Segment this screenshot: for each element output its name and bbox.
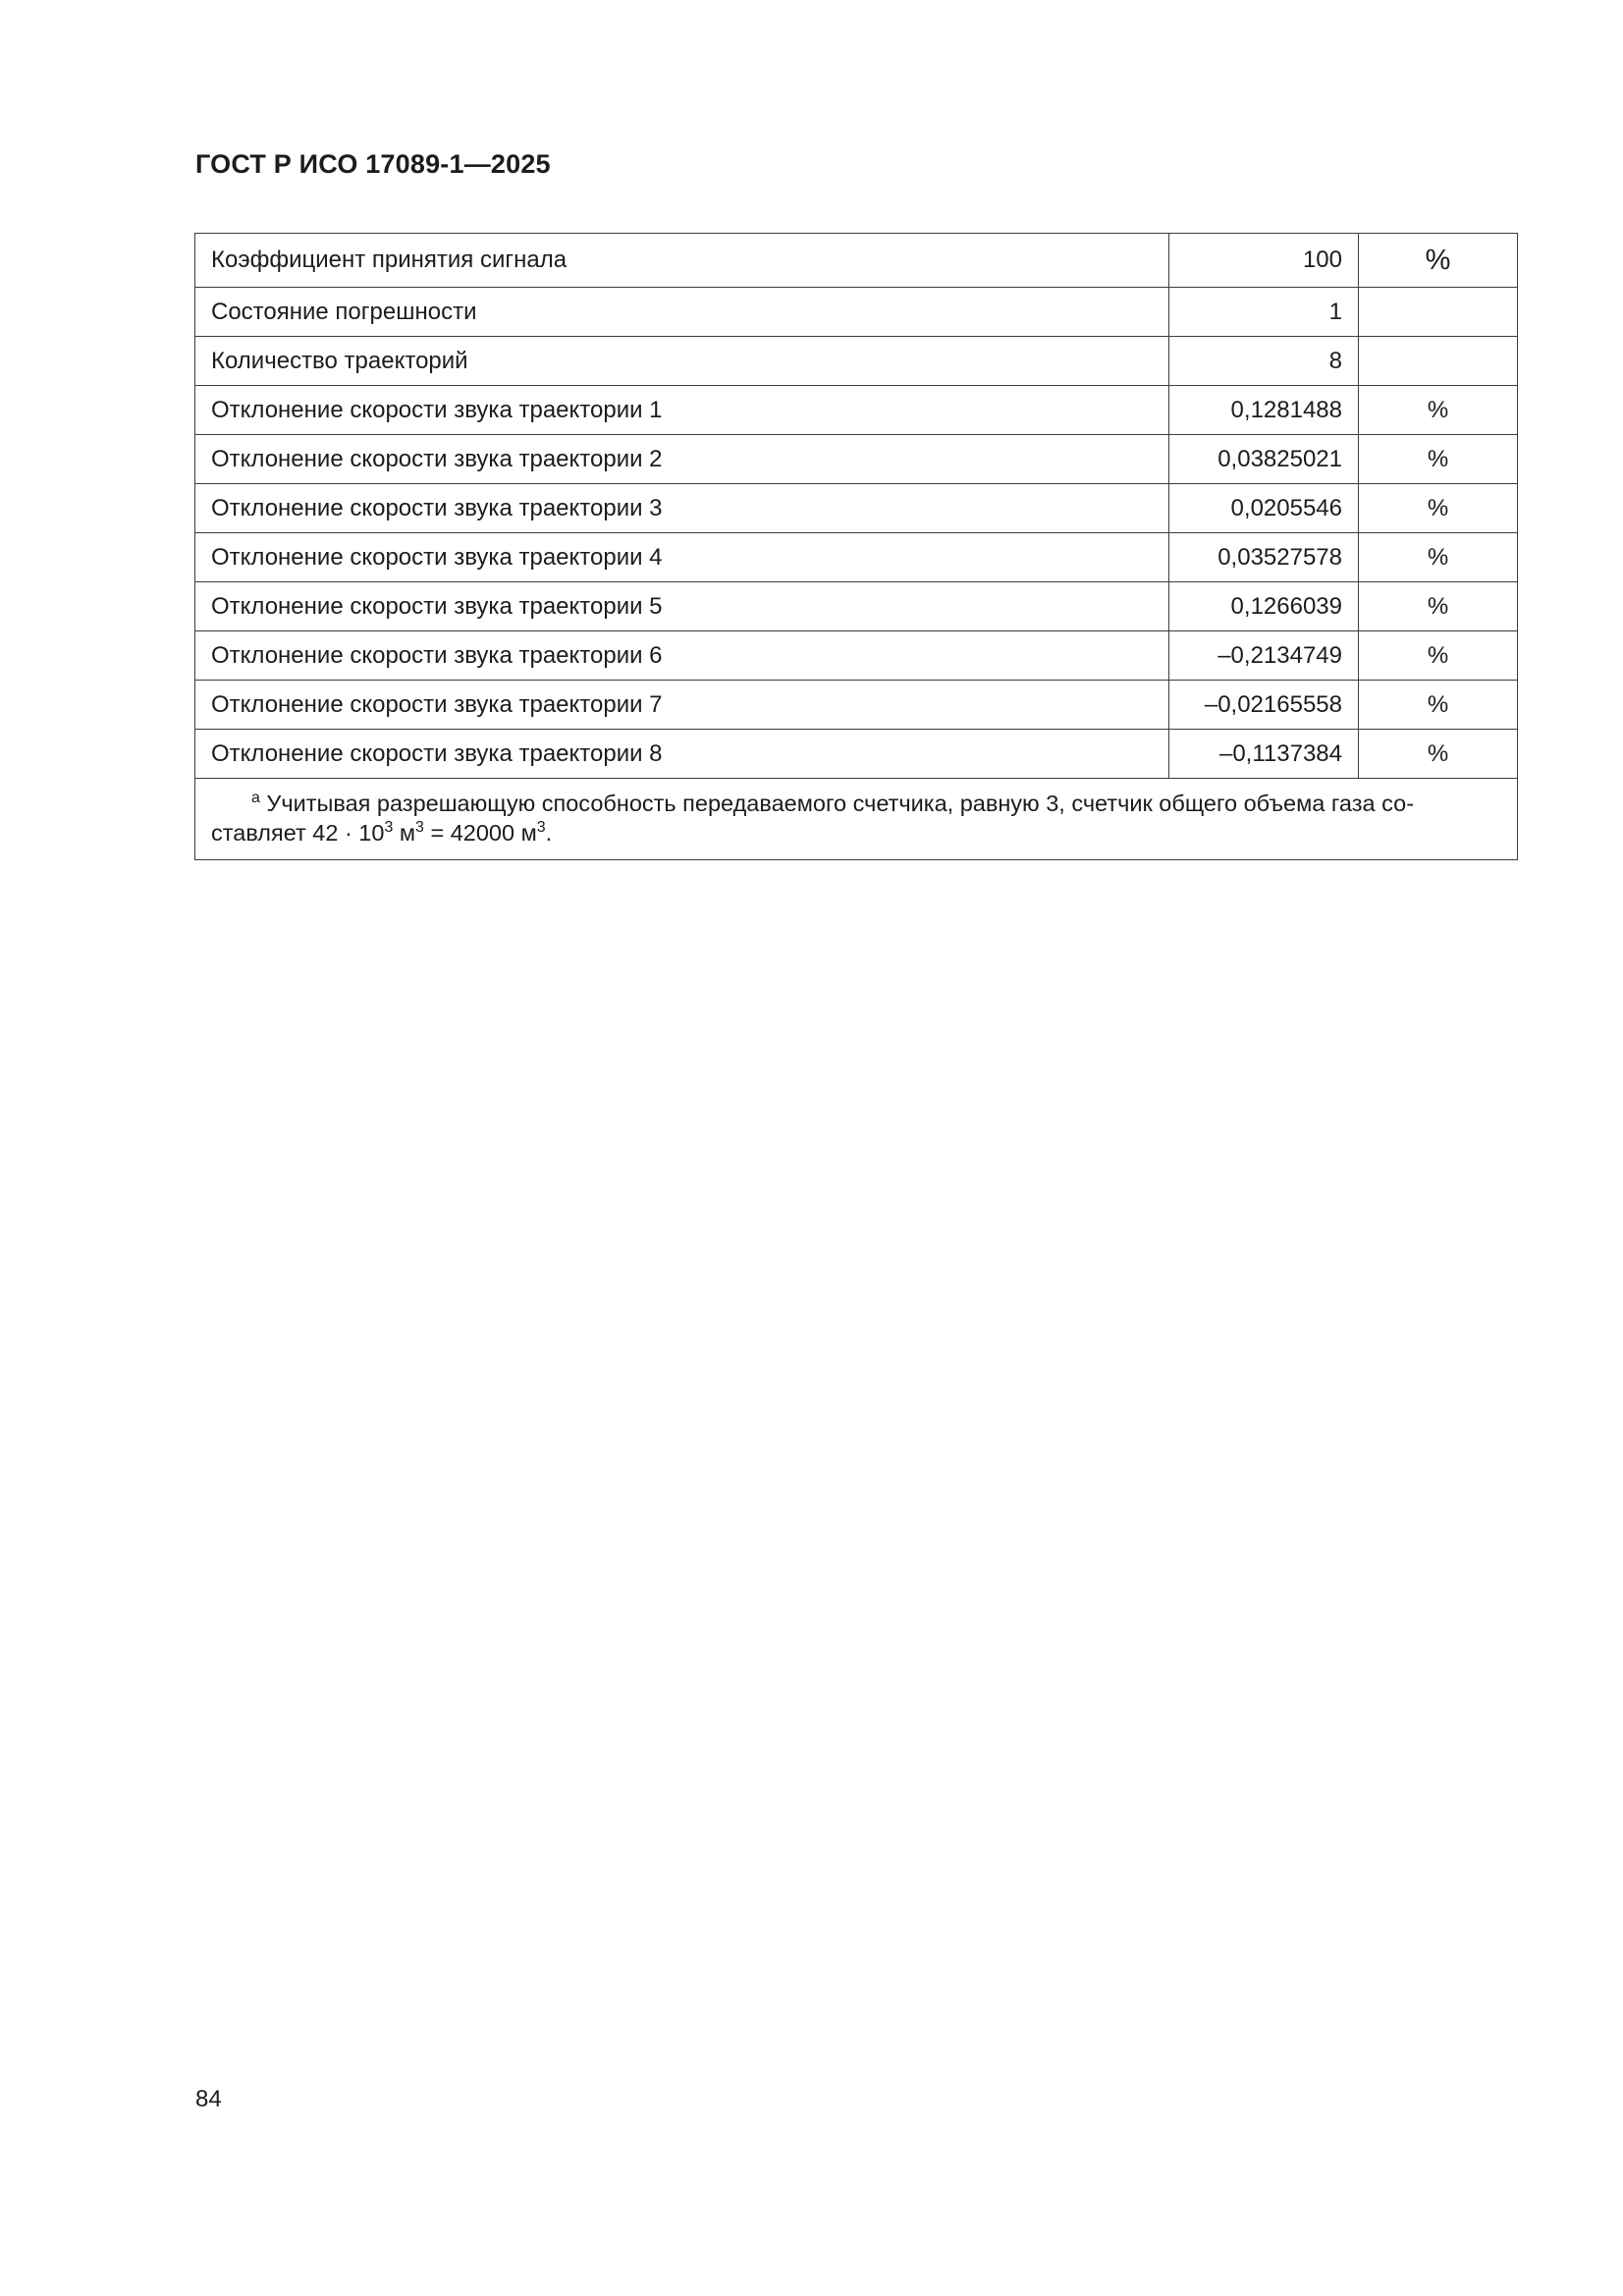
- table-row: [195, 730, 1518, 779]
- table-row: [195, 435, 1518, 484]
- parameter-value-cell: 8: [1169, 337, 1359, 386]
- footnote-text-part: .: [545, 820, 553, 846]
- parameter-unit-cell: %: [1359, 484, 1518, 533]
- footnote-text-part: м: [393, 820, 416, 846]
- footnote-line-2: [211, 818, 1503, 847]
- parameter-value-cell: 0,1281488: [1169, 386, 1359, 435]
- document-title: ГОСТ Р ИСО 17089-1—2025: [195, 149, 551, 179]
- parameter-name-cell: Отклонение скорости звука траектории 5: [195, 582, 1169, 631]
- parameter-unit-cell: %: [1359, 386, 1518, 435]
- table-row: [195, 234, 1518, 288]
- footnote-text-part: = 42000 м: [423, 820, 537, 846]
- parameters-table: [194, 233, 1518, 860]
- parameter-value-cell: 0,03527578: [1169, 533, 1359, 582]
- parameter-unit-cell: %: [1359, 533, 1518, 582]
- footnote-marker: а: [251, 790, 260, 807]
- table-row: [195, 386, 1518, 435]
- footnote-text-line-1: Учитывая разрешающую способность передаваемого счетчика, равную 3, счетчик общего объема газа со-: [266, 791, 1415, 816]
- parameter-unit-cell: [1359, 337, 1518, 386]
- parameter-value-cell: 0,0205546: [1169, 484, 1359, 533]
- table-footnote-row: [195, 779, 1518, 860]
- parameter-value-cell: –0,1137384: [1169, 730, 1359, 779]
- parameter-name-cell: Отклонение скорости звука траектории 6: [195, 631, 1169, 681]
- parameter-name-cell: Отклонение скорости звука траектории 4: [195, 533, 1169, 582]
- parameter-unit-cell: %: [1359, 631, 1518, 681]
- table-row: [195, 337, 1518, 386]
- parameter-name-cell: Состояние погрешности: [195, 288, 1169, 337]
- footnote-exponent: 3: [536, 819, 546, 837]
- parameter-value-cell: 0,03825021: [1169, 435, 1359, 484]
- parameter-name-cell: Отклонение скорости звука траектории 3: [195, 484, 1169, 533]
- parameter-name-cell: Отклонение скорости звука траектории 8: [195, 730, 1169, 779]
- parameter-name-cell: Отклонение скорости звука траектории 2: [195, 435, 1169, 484]
- table-row: [195, 681, 1518, 730]
- parameter-name-cell: Коэффициент принятия сигнала: [195, 234, 1169, 288]
- table-footnote: [195, 779, 1518, 860]
- parameter-value-cell: –0,2134749: [1169, 631, 1359, 681]
- parameter-unit-cell: %: [1359, 730, 1518, 779]
- parameter-value-cell: –0,02165558: [1169, 681, 1359, 730]
- table-row: [195, 582, 1518, 631]
- page-number: 84: [195, 2086, 222, 2112]
- table-row: [195, 533, 1518, 582]
- footnote-exponent: 3: [415, 819, 424, 837]
- parameter-unit-cell: %: [1359, 435, 1518, 484]
- parameter-unit-cell: %: [1359, 234, 1518, 288]
- table-body: [195, 234, 1518, 860]
- table-row: [195, 484, 1518, 533]
- table-row: [195, 631, 1518, 681]
- parameter-name-cell: Отклонение скорости звука траектории 7: [195, 681, 1169, 730]
- footnote-line-1: [211, 789, 1503, 818]
- parameter-value-cell: 1: [1169, 288, 1359, 337]
- table-row: [195, 288, 1518, 337]
- parameter-unit-cell: [1359, 288, 1518, 337]
- parameter-value-cell: 100: [1169, 234, 1359, 288]
- parameter-unit-cell: %: [1359, 582, 1518, 631]
- parameter-name-cell: Количество траекторий: [195, 337, 1169, 386]
- footnote-text-part: ставляет 42 · 10: [211, 820, 385, 846]
- footnote-exponent: 3: [384, 819, 394, 837]
- parameter-value-cell: 0,1266039: [1169, 582, 1359, 631]
- parameter-unit-cell: %: [1359, 681, 1518, 730]
- parameter-name-cell: Отклонение скорости звука траектории 1: [195, 386, 1169, 435]
